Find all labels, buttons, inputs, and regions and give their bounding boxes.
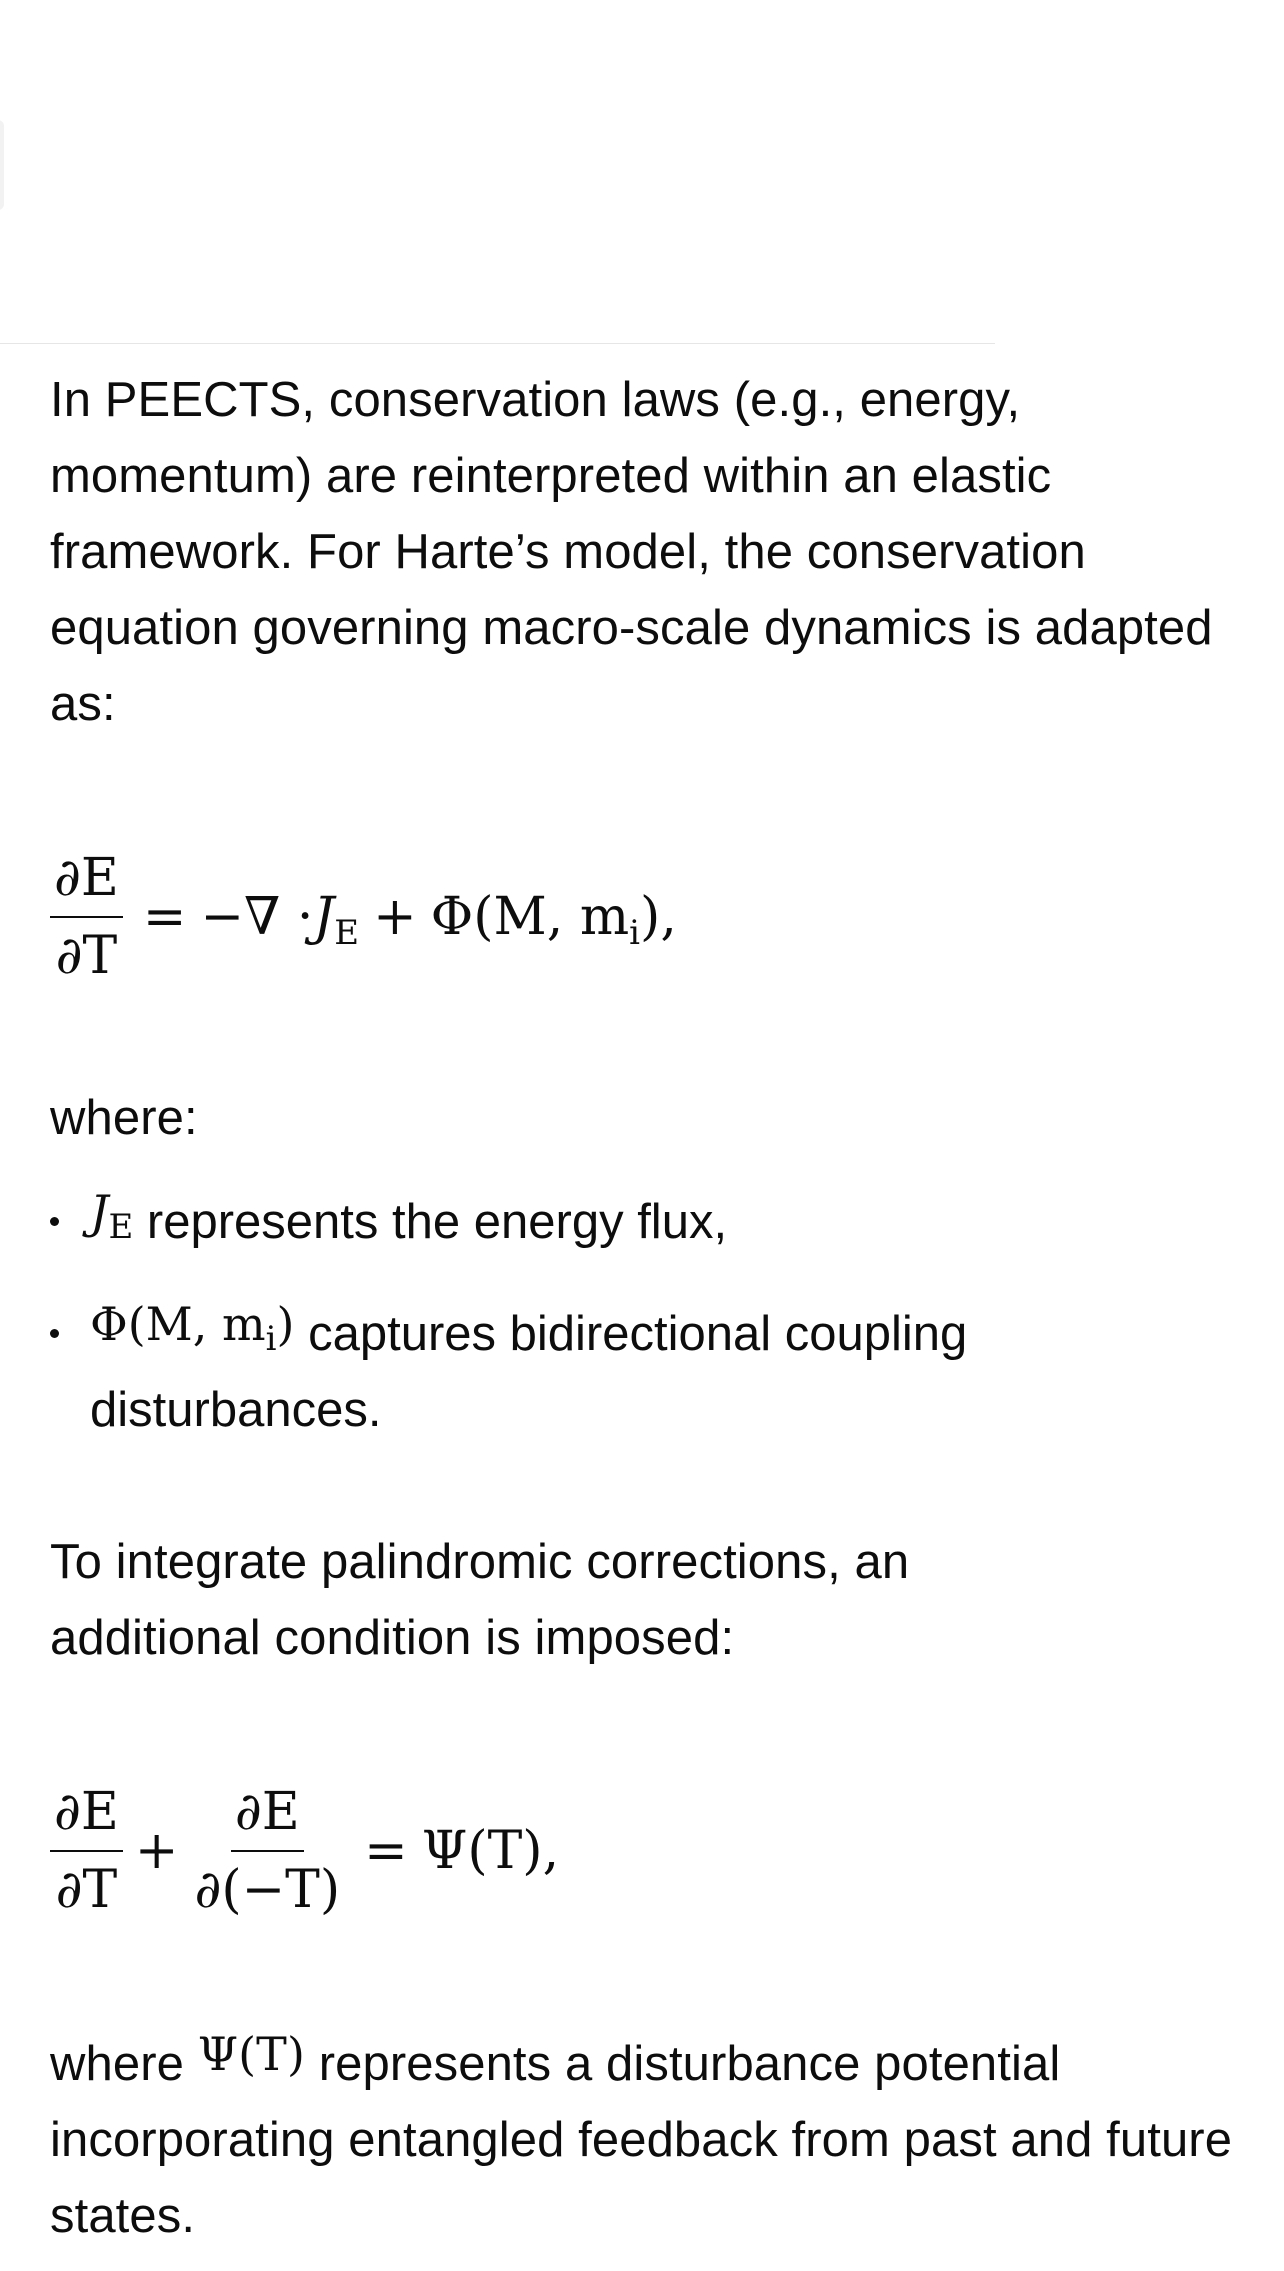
phi-term	[430, 887, 677, 953]
header-area	[0, 0, 1284, 344]
flux-J: J	[313, 887, 335, 947]
bullet-math-close: )	[276, 1297, 295, 1351]
bullet-math-main: J	[90, 1185, 109, 1239]
fraction-denominator: ∂(−T)	[194, 1860, 341, 1920]
message-content	[50, 362, 1250, 2254]
divergence-term: −∇ ·	[200, 887, 314, 947]
bullet-math-main: Φ(M, m	[90, 1297, 266, 1351]
partial-fraction-reverse	[190, 1782, 344, 1920]
bullet-text: captures bidirectional coupling disturbances.	[90, 1307, 968, 1437]
palindromic-equation	[50, 1776, 1250, 1926]
palindromic-paragraph: To integrate palindromic corrections, an additional condition is imposed:	[50, 1535, 910, 1665]
final-prefix: where	[50, 2037, 184, 2091]
definition-list	[50, 1184, 1250, 1448]
bullet-math-sub: E	[108, 1207, 134, 1247]
psi-inline-math: Ψ(T)	[197, 2027, 306, 2081]
phi-subscript: i	[629, 913, 641, 953]
flux-symbol	[313, 887, 360, 953]
plus-sign: +	[373, 887, 417, 947]
partial-fraction-forward	[50, 1782, 123, 1920]
list-item	[50, 1296, 1190, 1448]
final-suffix: represents a disturbance potential incorporating entangled feedback from past and future states.	[50, 2037, 1233, 2243]
flux-subscript: E	[334, 913, 360, 953]
fraction-denominator: ∂T	[55, 926, 118, 986]
bullet-math	[90, 1185, 134, 1247]
conservation-equation	[50, 842, 1250, 992]
final-paragraph	[50, 2026, 1250, 2254]
bullet-math-sub: i	[265, 1319, 277, 1359]
bullet-math	[90, 1297, 295, 1359]
fraction-numerator: ∂E	[50, 1782, 123, 1852]
bullet-dot	[50, 1217, 59, 1226]
partial-fraction	[50, 848, 123, 986]
equals-sign: =	[142, 887, 187, 947]
fraction-numerator: ∂E	[50, 848, 123, 918]
phi-close: ),	[640, 887, 677, 947]
equals-sign: =	[364, 1821, 408, 1881]
fraction-denominator: ∂T	[55, 1860, 118, 1920]
list-item	[50, 1184, 1250, 1260]
phi-main: Φ(M, m	[430, 887, 630, 947]
plus-sign: +	[134, 1821, 179, 1881]
bullet-text: represents the energy flux,	[146, 1195, 728, 1249]
fraction-numerator: ∂E	[231, 1782, 304, 1852]
psi-term: Ψ(T),	[421, 1821, 560, 1881]
bullet-dot	[50, 1329, 59, 1338]
where-label: where:	[50, 1091, 198, 1145]
intro-paragraph: In PEECTS, conservation laws (e.g., energy, momentum) are reinterpreted within an elastic framework. For Harte’s model, the conservation equation governing macro-scale dynamics is adapted as:	[50, 373, 1213, 731]
scroll-edge-indicator	[0, 120, 4, 210]
header-divider	[0, 343, 995, 344]
